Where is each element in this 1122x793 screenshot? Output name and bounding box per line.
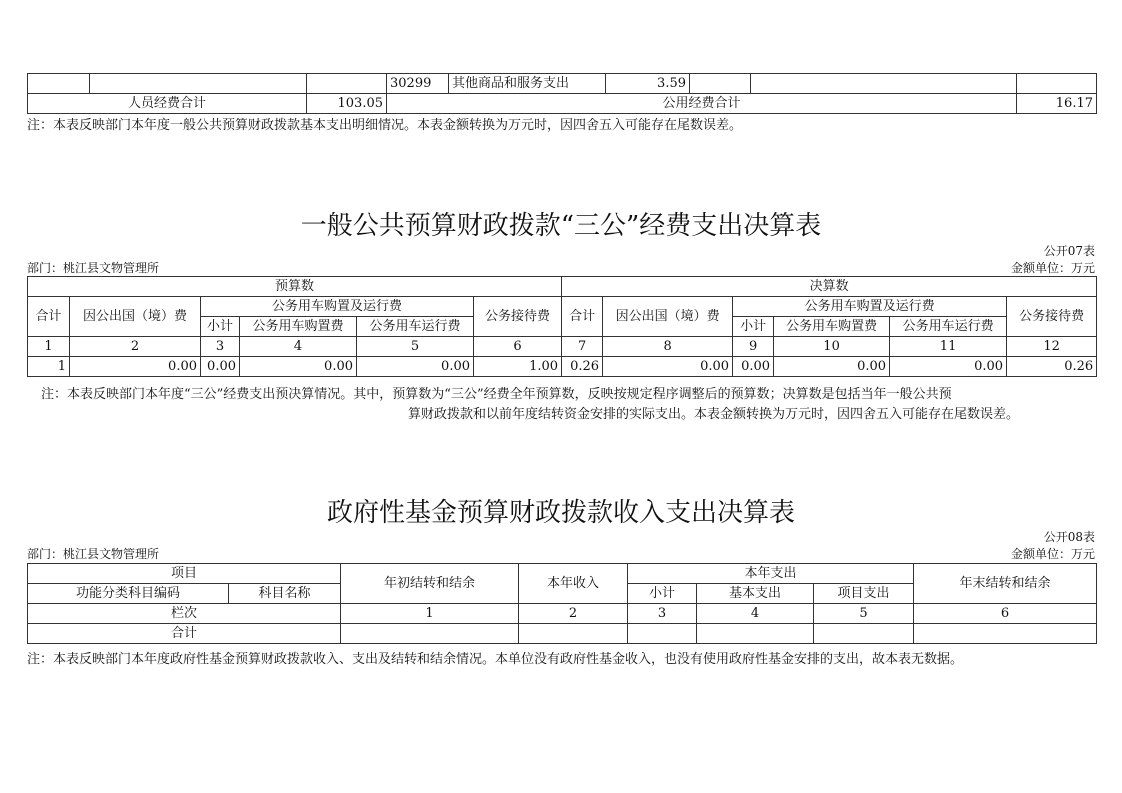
end-balance-header: 年末结转和结余 [914, 564, 1097, 604]
gov-fund-table [27, 563, 1097, 644]
value-cell: 0.00 [201, 357, 240, 377]
t7-note-line2: 算财政拨款和以前年度结转资金安排的实际支出。本表金额转换为万元时，因四舍五入可能存在尾数误差。 [408, 407, 1020, 422]
budget-subtotal-header: 小计 [201, 317, 240, 337]
column-number: 8 [603, 337, 733, 357]
expense-code: 30299 [387, 74, 449, 94]
personnel-total-value: 103.05 [307, 94, 387, 114]
value-cell: 0.00 [240, 357, 357, 377]
final-car-header: 公务用车购置及运行费 [733, 297, 1007, 317]
final-header: 决算数 [562, 277, 1097, 297]
t8-note: 注：本表反映部门本年度政府性基金预算财政拨款收入、支出及结转和结余情况。本单位没有政府性基金收入，也没有使用政府性基金安排的支出，故本表无数据。 [27, 652, 964, 667]
code-header: 功能分类科目编码 [28, 584, 229, 604]
table-row [28, 337, 1097, 357]
value-cell: 0.00 [733, 357, 774, 377]
final-reception-header: 公务接待费 [1007, 297, 1097, 337]
three-public-expense-table [27, 276, 1097, 377]
basic-expense-table-tail [27, 73, 1097, 114]
basic-expense-header: 基本支出 [697, 584, 814, 604]
column-number: 5 [357, 337, 474, 357]
column-number: 11 [890, 337, 1007, 357]
t7-note-line1: 注：本表反映部门本年度“三公”经费支出预决算情况。其中，预算数为“三公”经费全年预算数，反映按规定程序调整后的预算数；决算数是包括当年一般公共预 [41, 387, 952, 402]
total-row-label: 合计 [28, 624, 341, 644]
column-number: 3 [628, 604, 697, 624]
income-header: 本年收入 [519, 564, 628, 604]
column-number: 6 [914, 604, 1097, 624]
t8-unit: 金额单位：万元 [1010, 547, 1095, 561]
column-number: 5 [814, 604, 914, 624]
column-number: 2 [519, 604, 628, 624]
final-total-header: 合计 [562, 297, 603, 337]
table-row [28, 94, 1097, 114]
value-cell: 0.00 [774, 357, 890, 377]
column-number: 9 [733, 337, 774, 357]
public-total-label: 公用经费合计 [387, 94, 1017, 114]
expense-name: 其他商品和服务支出 [449, 74, 606, 94]
t8-title: 政府性基金预算财政拨款收入支出决算表 [326, 498, 795, 528]
final-purchase-header: 公务用车购置费 [774, 317, 890, 337]
column-number: 10 [774, 337, 890, 357]
column-number: 4 [697, 604, 814, 624]
expense-header: 本年支出 [628, 564, 914, 584]
table-row [28, 74, 1097, 94]
value-cell: 1.00 [474, 357, 562, 377]
column-number: 2 [70, 337, 201, 357]
budget-purchase-header: 公务用车购置费 [240, 317, 357, 337]
table-row [28, 564, 1097, 584]
column-number: 7 [562, 337, 603, 357]
budget-reception-header: 公务接待费 [474, 297, 562, 337]
table-row [28, 624, 1097, 644]
personnel-total-label: 人员经费合计 [28, 94, 307, 114]
budget-header: 预算数 [28, 277, 562, 297]
table-row [28, 604, 1097, 624]
t7-table-code: 公开07表 [1043, 244, 1095, 258]
value-cell: 0.00 [70, 357, 201, 377]
column-label: 栏次 [28, 604, 341, 624]
subtotal-header: 小计 [628, 584, 697, 604]
begin-balance-header: 年初结转和结余 [341, 564, 519, 604]
value-cell: 0.00 [357, 357, 474, 377]
budget-car-header: 公务用车购置及运行费 [201, 297, 474, 317]
final-abroad-header: 因公出国（境）费 [603, 297, 733, 337]
t7-department: 部门：桃江县文物管理所 [27, 261, 160, 275]
value-cell: 1 [28, 357, 70, 377]
table-row [28, 297, 1097, 317]
column-number: 4 [240, 337, 357, 357]
t7-title: 一般公共预算财政拨款“三公”经费支出决算表 [300, 211, 822, 241]
table-row [28, 357, 1097, 377]
value-cell: 0.00 [603, 357, 733, 377]
column-number: 1 [28, 337, 70, 357]
value-cell: 0.26 [1007, 357, 1097, 377]
budget-abroad-header: 因公出国（境）费 [70, 297, 201, 337]
column-number: 1 [341, 604, 519, 624]
table-row [28, 277, 1097, 297]
t8-department: 部门：桃江县文物管理所 [27, 547, 160, 561]
column-number: 12 [1007, 337, 1097, 357]
value-cell: 0.00 [890, 357, 1007, 377]
final-subtotal-header: 小计 [733, 317, 774, 337]
value-cell: 0.26 [562, 357, 603, 377]
column-number: 3 [201, 337, 240, 357]
budget-operation-header: 公务用车运行费 [357, 317, 474, 337]
t6-note: 注：本表反映部门本年度一般公共预算财政拨款基本支出明细情况。本表金额转换为万元时，因四舍五入可能存在尾数误差。 [27, 118, 743, 133]
final-operation-header: 公务用车运行费 [890, 317, 1007, 337]
budget-total-header: 合计 [28, 297, 70, 337]
public-total-value: 16.17 [1017, 94, 1097, 114]
column-number: 6 [474, 337, 562, 357]
name-header: 科目名称 [229, 584, 341, 604]
item-header: 项目 [28, 564, 341, 584]
project-expense-header: 项目支出 [814, 584, 914, 604]
t8-table-code: 公开08表 [1043, 530, 1095, 544]
t7-unit: 金额单位：万元 [1010, 261, 1095, 275]
expense-amount: 3.59 [606, 74, 690, 94]
